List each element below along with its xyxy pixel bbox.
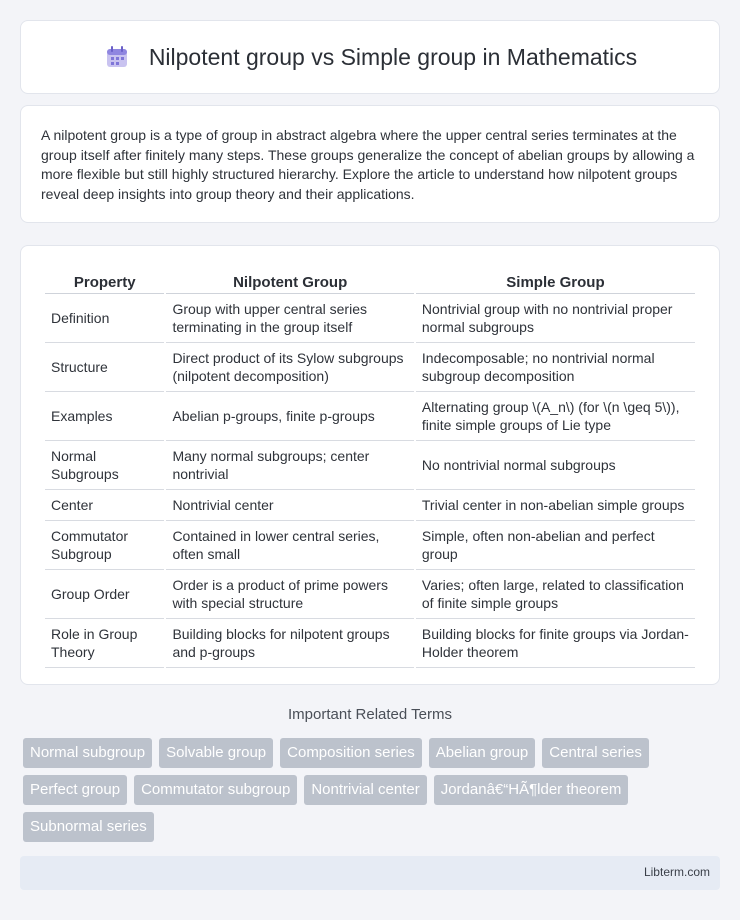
calendar-icon (103, 43, 131, 71)
header-simple: Simple Group (416, 264, 695, 294)
header-property: Property (45, 264, 164, 294)
table-row (45, 490, 695, 521)
related-term-tag[interactable]: Solvable group (159, 738, 273, 768)
comparison-table-card (20, 245, 720, 685)
row-nilpotent: Nontrivial center (166, 490, 413, 521)
row-property: Examples (45, 392, 164, 441)
related-term-tag[interactable]: Central series (542, 738, 649, 768)
table-row (45, 294, 695, 343)
related-terms-title: Important Related Terms (288, 706, 452, 723)
row-simple: No nontrivial normal subgroups (416, 441, 695, 490)
table-row (45, 619, 695, 668)
footer-site-link[interactable]: Libterm.com (643, 865, 710, 879)
row-simple: Building blocks for finite groups via Jordan-Holder theorem (416, 619, 695, 668)
row-property: Group Order (45, 570, 164, 619)
row-property: Commutator Subgroup (45, 521, 164, 570)
row-property: Definition (45, 294, 164, 343)
row-nilpotent: Group with upper central series terminating in the group itself (166, 294, 413, 343)
row-property: Center (45, 490, 164, 521)
row-nilpotent: Building blocks for nilpotent groups and p-groups (166, 619, 413, 668)
page-title: Nilpotent group vs Simple group in Mathematics (148, 43, 638, 70)
table-header-row (45, 264, 695, 294)
table-row (45, 343, 695, 392)
table-row (45, 392, 695, 441)
row-nilpotent: Order is a product of prime powers with special structure (166, 570, 413, 619)
row-property: Structure (45, 343, 164, 392)
related-term-tag[interactable]: Normal subgroup (23, 738, 152, 768)
comparison-table (43, 264, 697, 668)
intro-paragraph: A nilpotent group is a type of group in abstract algebra where the upper central series terminates at the group itself after finitely many steps. These groups generalize the concept of abelian groups by allowing a more flexible but still highly structured hierarchy. Explore the article to understand how nilpotent groups reveal deep insights into group theory and their applications. (41, 127, 695, 202)
related-term-tag[interactable]: Jordanâ€“HÃ¶lder theorem (434, 775, 629, 805)
row-nilpotent: Direct product of its Sylow subgroups (nilpotent decomposition) (166, 343, 413, 392)
row-simple: Trivial center in non-abelian simple groups (416, 490, 695, 521)
header-nilpotent: Nilpotent Group (166, 264, 413, 294)
related-term-tag[interactable]: Commutator subgroup (134, 775, 297, 805)
row-nilpotent: Contained in lower central series, often small (166, 521, 413, 570)
row-property: Role in Group Theory (45, 619, 164, 668)
row-simple: Indecomposable; no nontrivial normal subgroup decomposition (416, 343, 695, 392)
row-simple: Varies; often large, related to classification of finite simple groups (416, 570, 695, 619)
related-term-tag[interactable]: Composition series (280, 738, 422, 768)
row-simple: Alternating group \(A_n\) (for \(n \geq 5\)), finite simple groups of Lie type (416, 392, 695, 441)
related-term-tag[interactable]: Subnormal series (23, 812, 154, 842)
row-nilpotent: Abelian p-groups, finite p-groups (166, 392, 413, 441)
related-term-tag[interactable]: Perfect group (23, 775, 127, 805)
table-row (45, 570, 695, 619)
row-property: Normal Subgroups (45, 441, 164, 490)
related-terms-list (23, 738, 723, 842)
table-row (45, 521, 695, 570)
related-term-tag[interactable]: Nontrivial center (304, 775, 426, 805)
related-term-tag[interactable]: Abelian group (429, 738, 536, 768)
table-row (45, 441, 695, 490)
row-simple: Simple, often non-abelian and perfect group (416, 521, 695, 570)
header-card (20, 20, 720, 94)
row-simple: Nontrivial group with no nontrivial proper normal subgroups (416, 294, 695, 343)
intro-card (20, 105, 720, 223)
row-nilpotent: Many normal subgroups; center nontrivial (166, 441, 413, 490)
footer (20, 856, 720, 890)
